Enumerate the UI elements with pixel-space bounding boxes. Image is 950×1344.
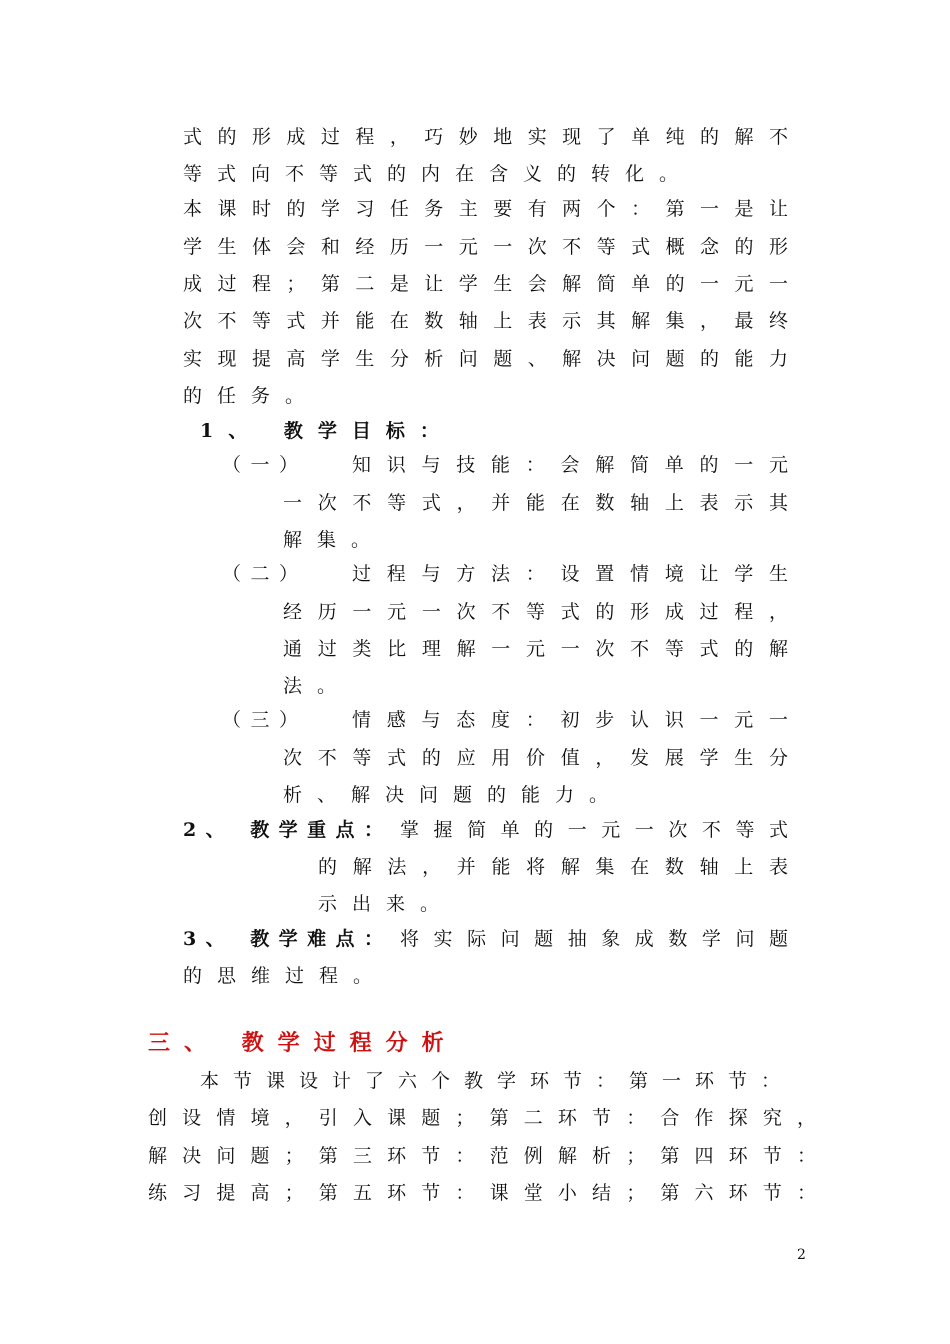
paragraph-line: 式的形成过程，巧妙地实现了单纯的解不 bbox=[183, 126, 788, 148]
goal-line: 通过类比理解一元一次不等式的解 bbox=[283, 638, 788, 660]
goal-line: 知识与技能：会解简单的一元 bbox=[352, 454, 788, 476]
section-title: 三、 教学过程分析 bbox=[148, 1030, 458, 1056]
goal-marker: （三） bbox=[222, 709, 298, 731]
difficulty-line: 的思维过程。 bbox=[183, 965, 388, 987]
difficulty-line: 将实际问题抽象成数学问题 bbox=[400, 928, 788, 950]
goal-line: 析、解决问题的能力。 bbox=[283, 784, 624, 806]
section-line: 练习提高；第五环节：课堂小结；第六环节： bbox=[148, 1182, 816, 1204]
key-point-line: 示出来。 bbox=[318, 893, 455, 915]
goal-line: 解集。 bbox=[283, 529, 386, 551]
paragraph-line: 成过程；第二是让学生会解简单的一元一 bbox=[183, 273, 788, 295]
key-point-line: 掌握简单的一元一次不等式 bbox=[400, 819, 788, 841]
section-line: 创设情境，引入课题；第二环节：合作探究， bbox=[148, 1107, 816, 1129]
goal-marker: （一） bbox=[222, 454, 298, 476]
goal-line: 法。 bbox=[283, 675, 352, 697]
paragraph-line: 本课时的学习任务主要有两个：第一是让 bbox=[183, 198, 788, 220]
goal-line: 过程与方法：设置情境让学生 bbox=[352, 563, 788, 585]
page-number: 2 bbox=[797, 1247, 806, 1263]
paragraph-line: 的任务。 bbox=[183, 385, 320, 407]
goal-line: 情感与态度：初步认识一元一 bbox=[352, 709, 788, 731]
paragraph-line: 次不等式并能在数轴上表示其解集，最终 bbox=[183, 310, 788, 332]
paragraph-line: 学生体会和经历一元一次不等式概念的形 bbox=[183, 236, 788, 258]
goal-line: 经历一元一次不等式的形成过程， bbox=[283, 601, 788, 623]
goal-line: 一次不等式，并能在数轴上表示其 bbox=[283, 492, 788, 514]
paragraph-line: 等式向不等式的内在含义的转化。 bbox=[183, 163, 694, 185]
section-line: 本节课设计了六个教学环节：第一环节： bbox=[200, 1070, 780, 1092]
key-point-line: 的解法，并能将解集在数轴上表 bbox=[318, 856, 788, 878]
goal-marker: （二） bbox=[222, 563, 298, 585]
goal-heading: 1、 教学目标： bbox=[200, 420, 454, 442]
paragraph-line: 实现提高学生分析问题、解决问题的能力 bbox=[183, 348, 788, 370]
difficulty-label: 3、 教学难点： bbox=[183, 928, 383, 950]
section-line: 解决问题；第三环节：范例解析；第四环节： bbox=[148, 1145, 816, 1167]
key-point-label: 2、 教学重点： bbox=[183, 819, 383, 841]
goal-line: 次不等式的应用价值，发展学生分 bbox=[283, 747, 788, 769]
